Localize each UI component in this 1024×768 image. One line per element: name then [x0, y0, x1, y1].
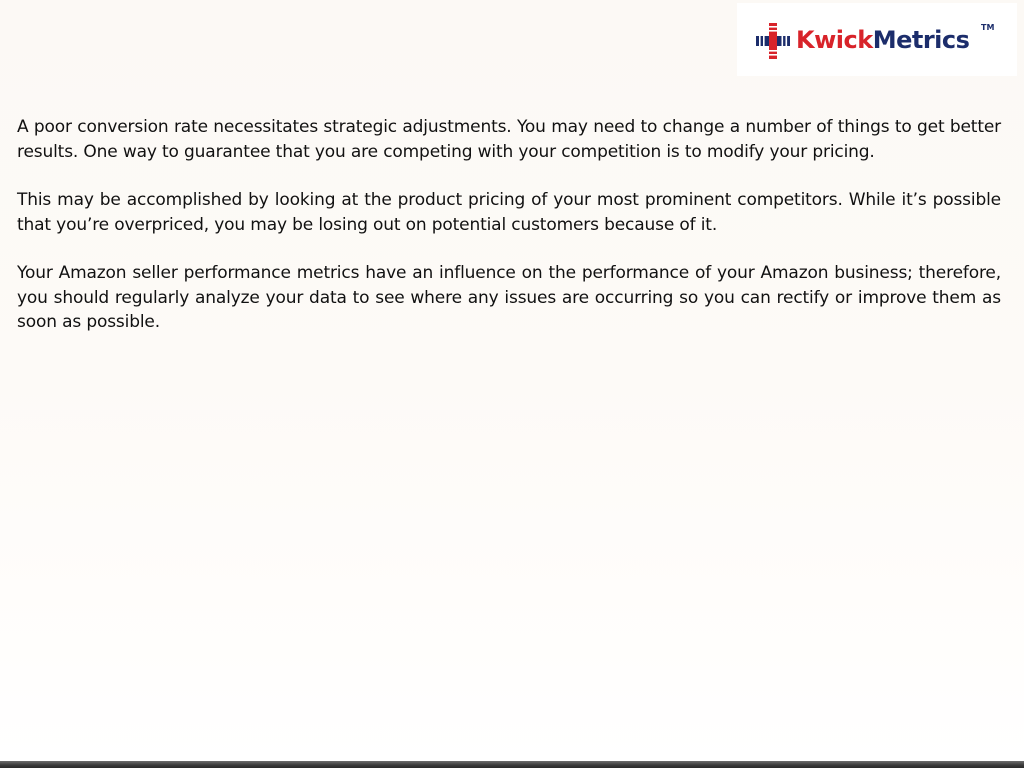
body-text — [17, 115, 1001, 359]
logo-trademark: TM — [981, 23, 995, 32]
bottom-border — [0, 761, 1024, 768]
logo — [737, 3, 1017, 76]
paragraph-performance-metrics: Your Amazon seller performance metrics have an influence on the performance of your Amazon business; therefore, you should regularly analyze your data to see where any issues are occurring so you can rectify or improve them as soon as possible. — [17, 263, 1001, 332]
logo-wordmark — [796, 25, 969, 55]
kwickmetrics-cross-icon — [756, 23, 790, 59]
paragraph-competitor-pricing: This may be accomplished by looking at the product pricing of your most prominent competitors. While it’s possible that you’re overpriced, you may be losing out on potential customers because of it. — [17, 190, 1001, 235]
logo-word-kwick: Kwick — [796, 26, 873, 54]
logo-word-metrics: Metrics — [872, 26, 970, 54]
paragraph-conversion-rate: A poor conversion rate necessitates strategic adjustments. You may need to change a number of things to get better results. One way to guarantee that you are competing with your competition is to modify your pricing. — [17, 117, 1001, 162]
